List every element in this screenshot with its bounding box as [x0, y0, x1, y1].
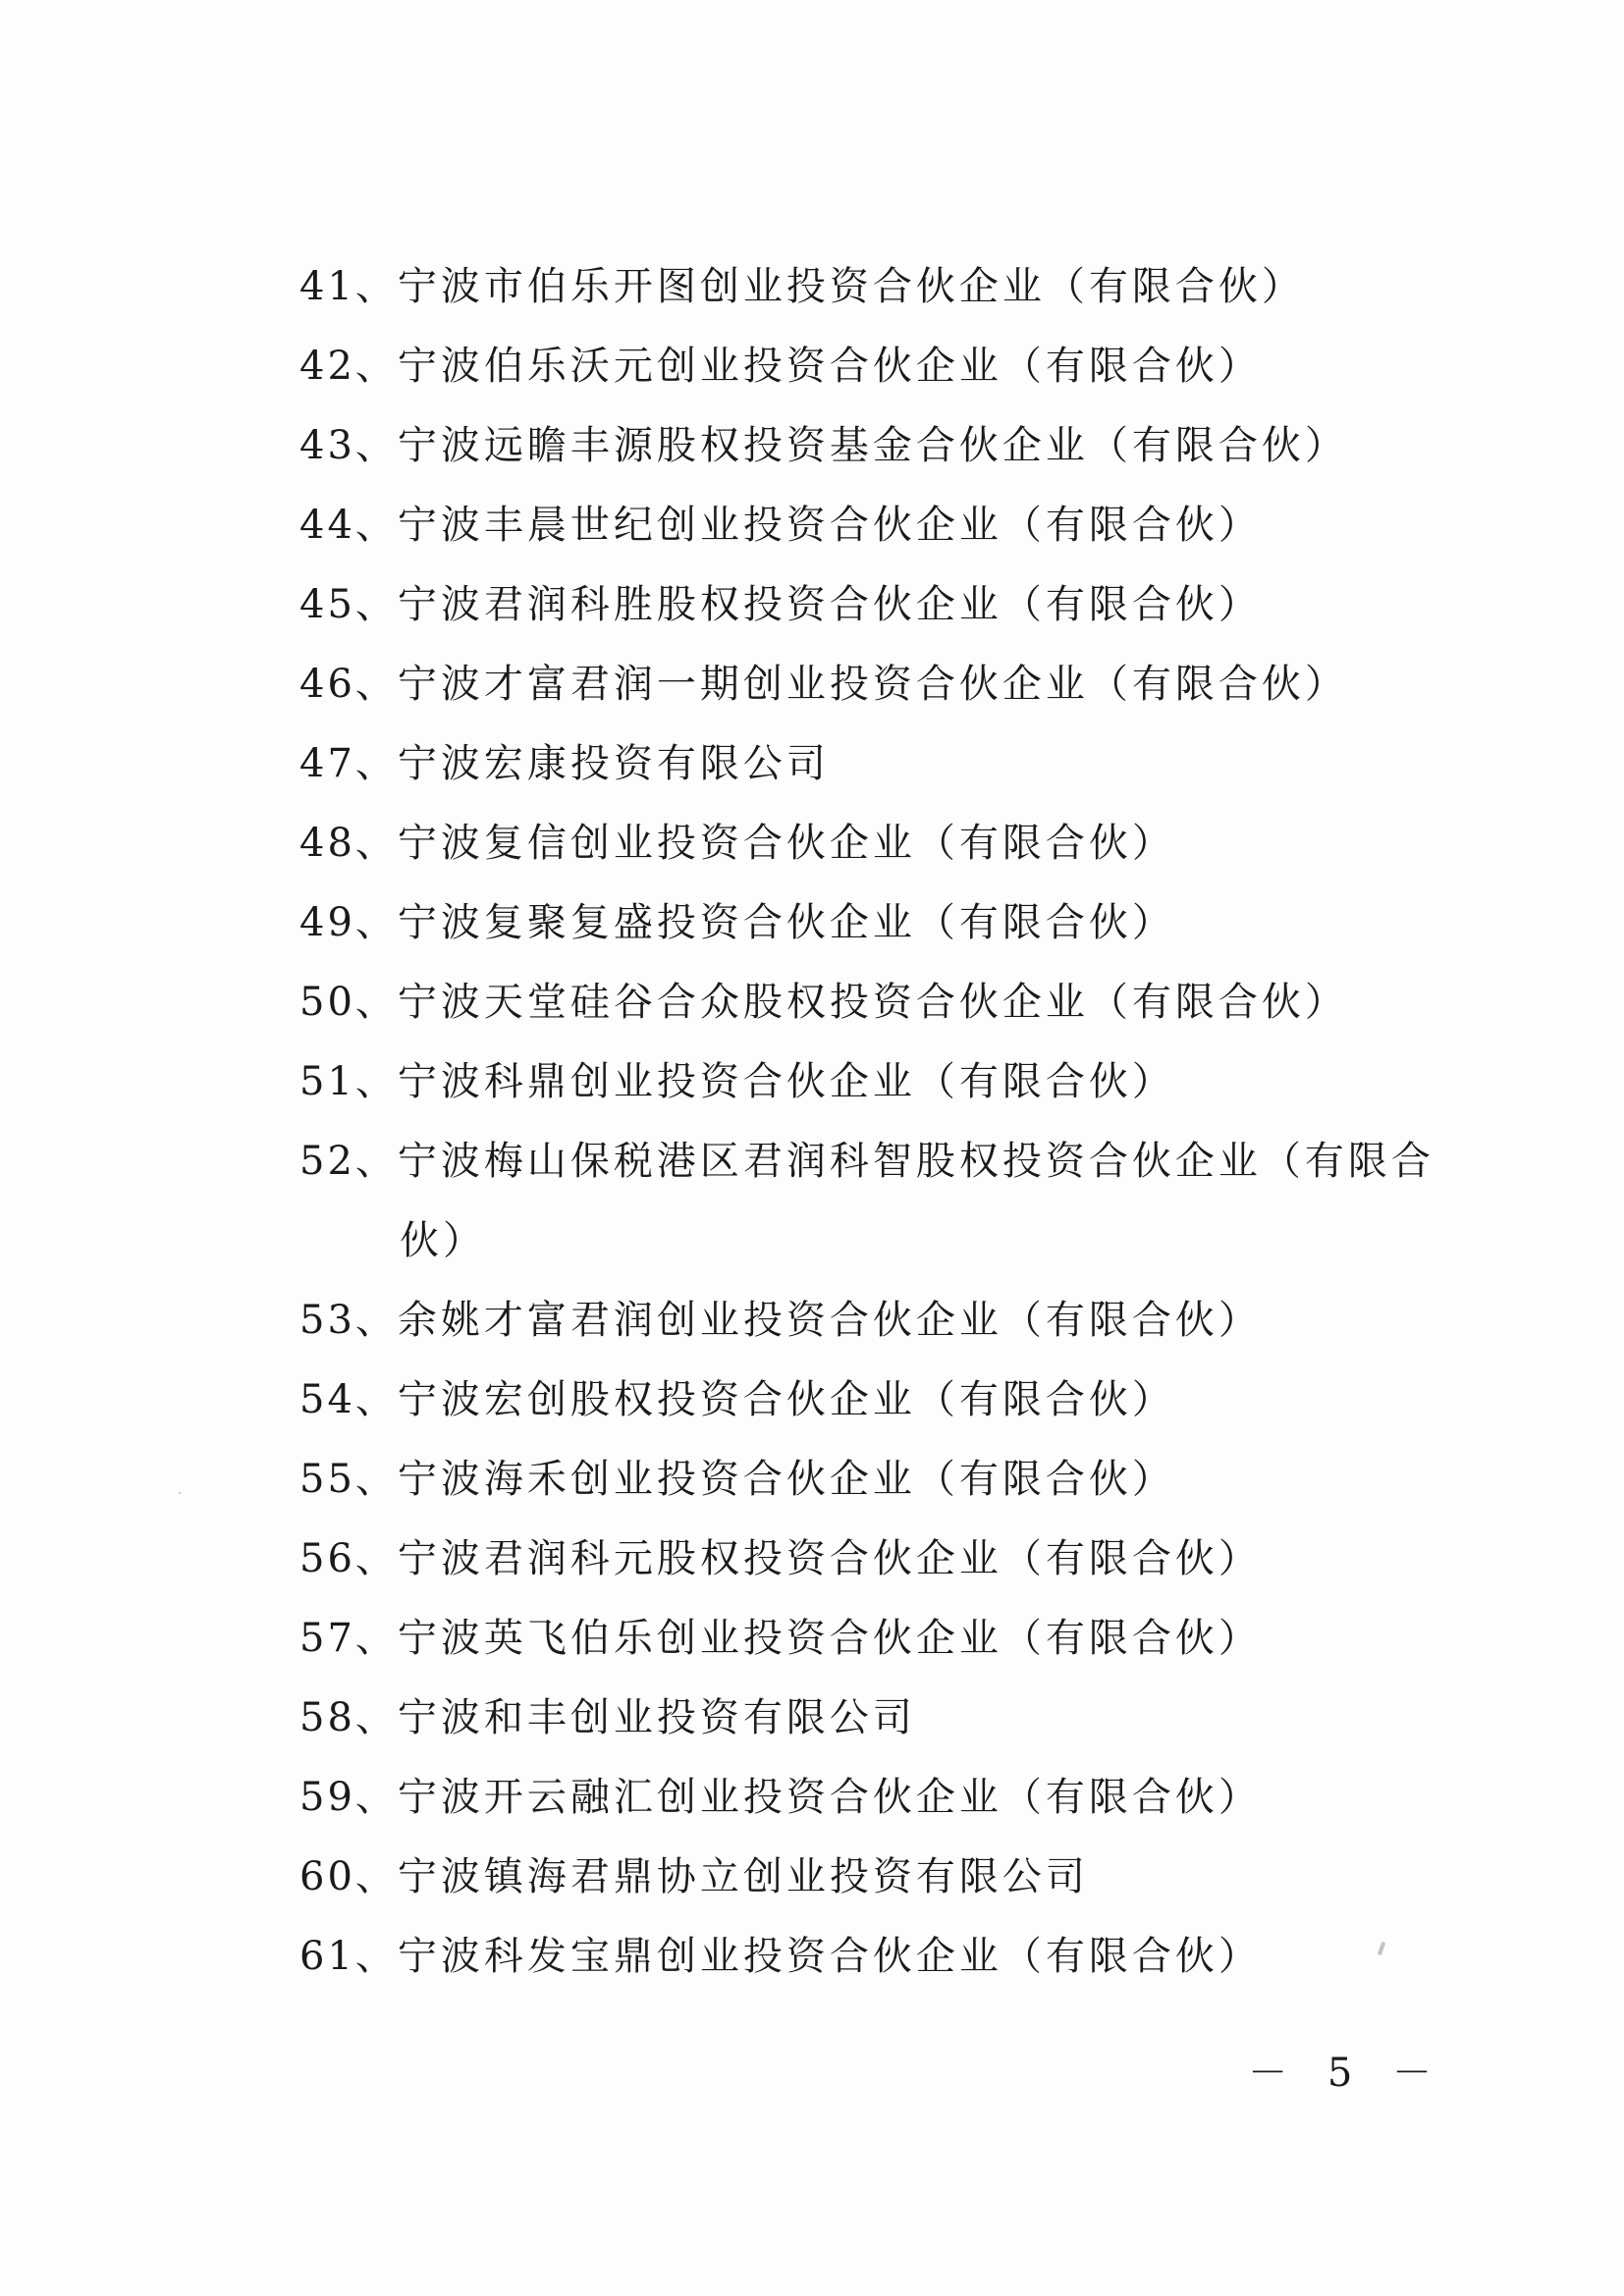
list-item [299, 406, 1438, 486]
item-number: 58、 [299, 1695, 398, 1740]
scan-dot [179, 1492, 181, 1494]
item-number: 55、 [299, 1457, 398, 1502]
item-text: 宁波科鼎创业投资合伙企业（有限合伙） [397, 1059, 1175, 1104]
item-text: 宁波镇海君鼎协立创业投资有限公司 [397, 1854, 1089, 1899]
item-number: 41、 [299, 264, 398, 309]
list-item [299, 1122, 1438, 1281]
list-item [299, 1838, 1438, 1917]
item-number: 57、 [299, 1616, 398, 1661]
item-text: 宁波市伯乐开图创业投资合伙企业（有限合伙） [397, 264, 1305, 309]
item-number: 51、 [299, 1059, 398, 1104]
item-number: 60、 [299, 1854, 398, 1899]
list-item [299, 1281, 1438, 1361]
item-text: 宁波宏创股权投资合伙企业（有限合伙） [397, 1377, 1175, 1422]
item-number: 54、 [299, 1377, 398, 1422]
list-item [299, 1758, 1438, 1838]
item-number: 48、 [299, 821, 398, 866]
item-text: 宁波丰晨世纪创业投资合伙企业（有限合伙） [397, 503, 1262, 548]
list-item [299, 1440, 1438, 1520]
item-number: 53、 [299, 1298, 398, 1343]
list-item [299, 247, 1438, 327]
item-text: 宁波复信创业投资合伙企业（有限合伙） [397, 821, 1175, 866]
item-text: 宁波远瞻丰源股权投资基金合伙企业（有限合伙） [397, 423, 1348, 468]
item-text: 宁波复聚复盛投资合伙企业（有限合伙） [397, 900, 1175, 945]
item-number: 61、 [299, 1934, 398, 1979]
item-text: 宁波君润科元股权投资合伙企业（有限合伙） [397, 1536, 1262, 1581]
item-number: 50、 [299, 980, 398, 1025]
item-text: 余姚才富君润创业投资合伙企业（有限合伙） [397, 1298, 1262, 1343]
list-item [299, 565, 1438, 645]
item-number: 42、 [299, 344, 398, 389]
company-list [299, 247, 1438, 1997]
item-number: 45、 [299, 582, 398, 627]
list-item [299, 486, 1438, 565]
list-item [299, 724, 1438, 804]
item-number: 52、 [299, 1139, 398, 1184]
list-item [299, 1599, 1438, 1679]
list-item [299, 327, 1438, 406]
item-text: 宁波海禾创业投资合伙企业（有限合伙） [397, 1457, 1175, 1502]
item-text: 宁波开云融汇创业投资合伙企业（有限合伙） [397, 1775, 1262, 1820]
list-item [299, 645, 1438, 724]
item-text: 宁波英飞伯乐创业投资合伙企业（有限合伙） [397, 1616, 1262, 1661]
item-number: 47、 [299, 741, 398, 786]
list-item [299, 883, 1438, 963]
item-number: 44、 [299, 503, 398, 548]
list-item [299, 1520, 1438, 1599]
item-text: 宁波宏康投资有限公司 [397, 741, 830, 786]
item-text: 宁波科发宝鼎创业投资合伙企业（有限合伙） [397, 1934, 1262, 1979]
list-item [299, 963, 1438, 1042]
item-number: 46、 [299, 662, 398, 707]
list-item [299, 1679, 1438, 1758]
page-number: － 5 － [1248, 2051, 1445, 2096]
item-text: 宁波伯乐沃元创业投资合伙企业（有限合伙） [397, 344, 1262, 389]
item-number: 49、 [299, 900, 398, 945]
item-text-continuation: 伙） [400, 1218, 486, 1263]
item-number: 59、 [299, 1775, 398, 1820]
item-text: 宁波天堂硅谷合众股权投资合伙企业（有限合伙） [397, 980, 1348, 1025]
list-item [299, 1361, 1438, 1440]
item-text: 宁波梅山保税港区君润科智股权投资合伙企业（有限合 [397, 1139, 1435, 1184]
item-text: 宁波和丰创业投资有限公司 [397, 1695, 916, 1740]
item-number: 56、 [299, 1536, 398, 1581]
item-text: 宁波君润科胜股权投资合伙企业（有限合伙） [397, 582, 1262, 627]
item-number: 43、 [299, 423, 398, 468]
list-item [299, 1042, 1438, 1122]
list-item [299, 1917, 1438, 1997]
list-item [299, 804, 1438, 883]
item-text: 宁波才富君润一期创业投资合伙企业（有限合伙） [397, 662, 1348, 707]
